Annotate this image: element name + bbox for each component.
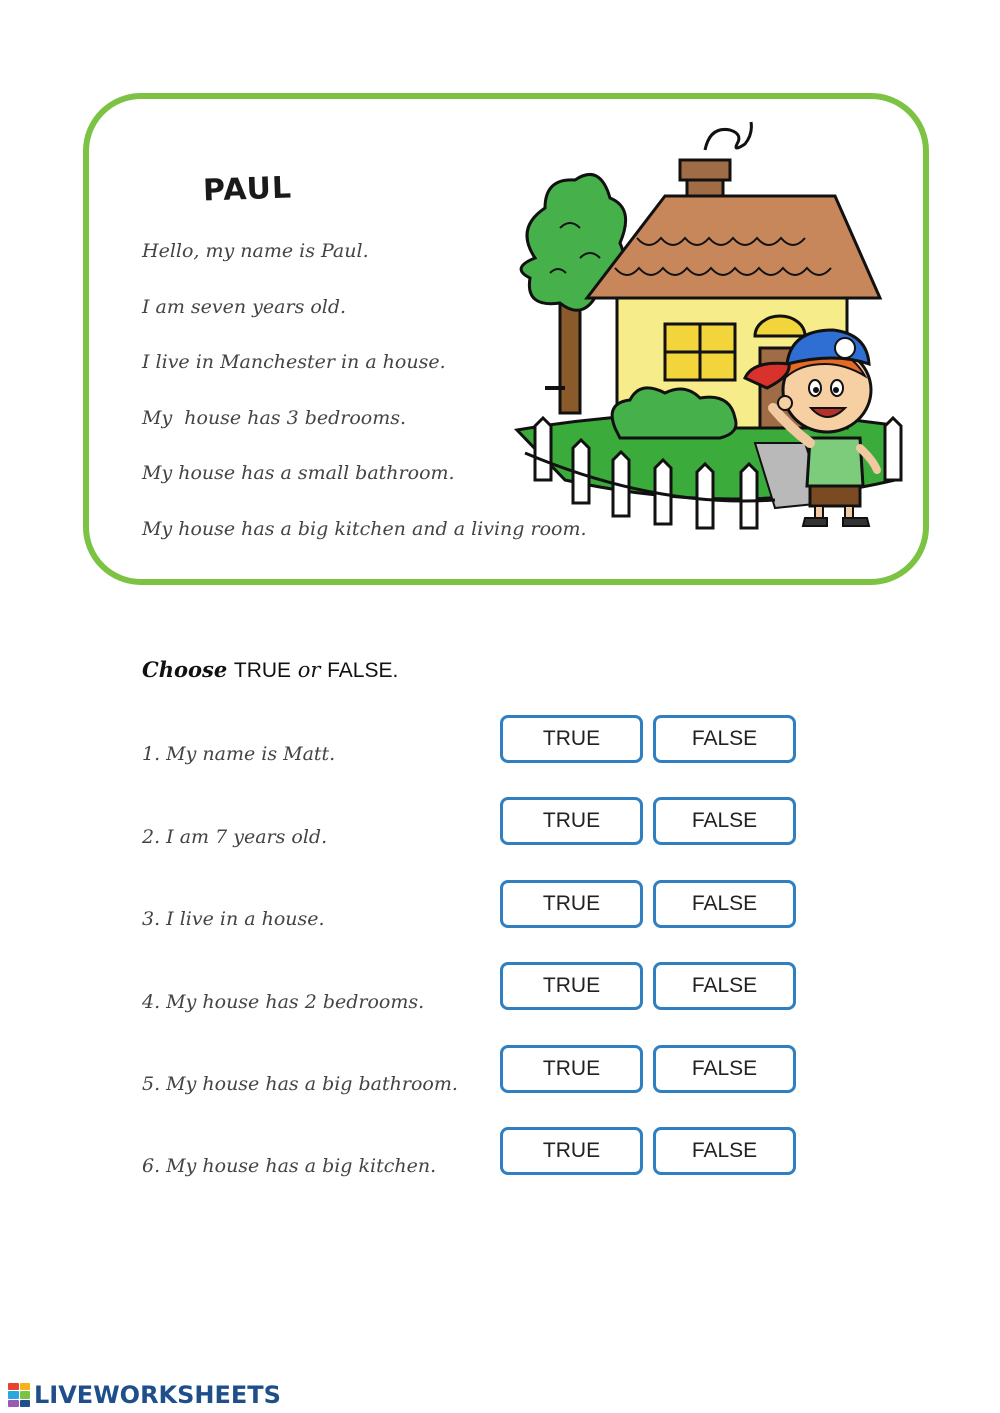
exercise-instruction — [142, 657, 398, 683]
story-line: I live in Manchester in a house. — [142, 351, 446, 373]
logo-mark-icon — [8, 1383, 30, 1407]
question-1: 1. My name is Matt. — [142, 743, 336, 765]
story-line: My house has a small bathroom. — [142, 462, 455, 484]
house-illustration — [505, 108, 925, 538]
instruction-true: TRUE — [233, 659, 292, 682]
true-button-2[interactable]: TRUE — [500, 797, 643, 845]
liveworksheets-logo — [8, 1380, 281, 1410]
story-line: Hello, my name is Paul. — [142, 240, 369, 262]
question-6: 6. My house has a big kitchen. — [142, 1155, 437, 1177]
false-button-4[interactable]: FALSE — [653, 962, 796, 1010]
question-3: 3. I live in a house. — [142, 908, 325, 930]
true-button-3[interactable]: TRUE — [500, 880, 643, 928]
true-button-1[interactable]: TRUE — [500, 715, 643, 763]
false-button-6[interactable]: FALSE — [653, 1127, 796, 1175]
story-title: PAUL — [202, 170, 293, 209]
question-2: 2. I am 7 years old. — [142, 826, 328, 848]
question-5: 5. My house has a big bathroom. — [142, 1073, 458, 1095]
story-line: My house has 3 bedrooms. — [142, 407, 407, 429]
true-button-6[interactable]: TRUE — [500, 1127, 643, 1175]
false-button-2[interactable]: FALSE — [653, 797, 796, 845]
story-line: I am seven years old. — [142, 296, 347, 318]
false-button-3[interactable]: FALSE — [653, 880, 796, 928]
instruction-false: FALSE. — [327, 659, 399, 682]
false-button-1[interactable]: FALSE — [653, 715, 796, 763]
story-line: My house has a big kitchen and a living room. — [142, 518, 587, 540]
instruction-or: or — [297, 658, 321, 682]
true-button-4[interactable]: TRUE — [500, 962, 643, 1010]
instruction-choose: Choose — [142, 657, 228, 682]
brand-name: LIVEWORKSHEETS — [34, 1381, 281, 1409]
false-button-5[interactable]: FALSE — [653, 1045, 796, 1093]
question-4: 4. My house has 2 bedrooms. — [142, 991, 425, 1013]
true-button-5[interactable]: TRUE — [500, 1045, 643, 1093]
